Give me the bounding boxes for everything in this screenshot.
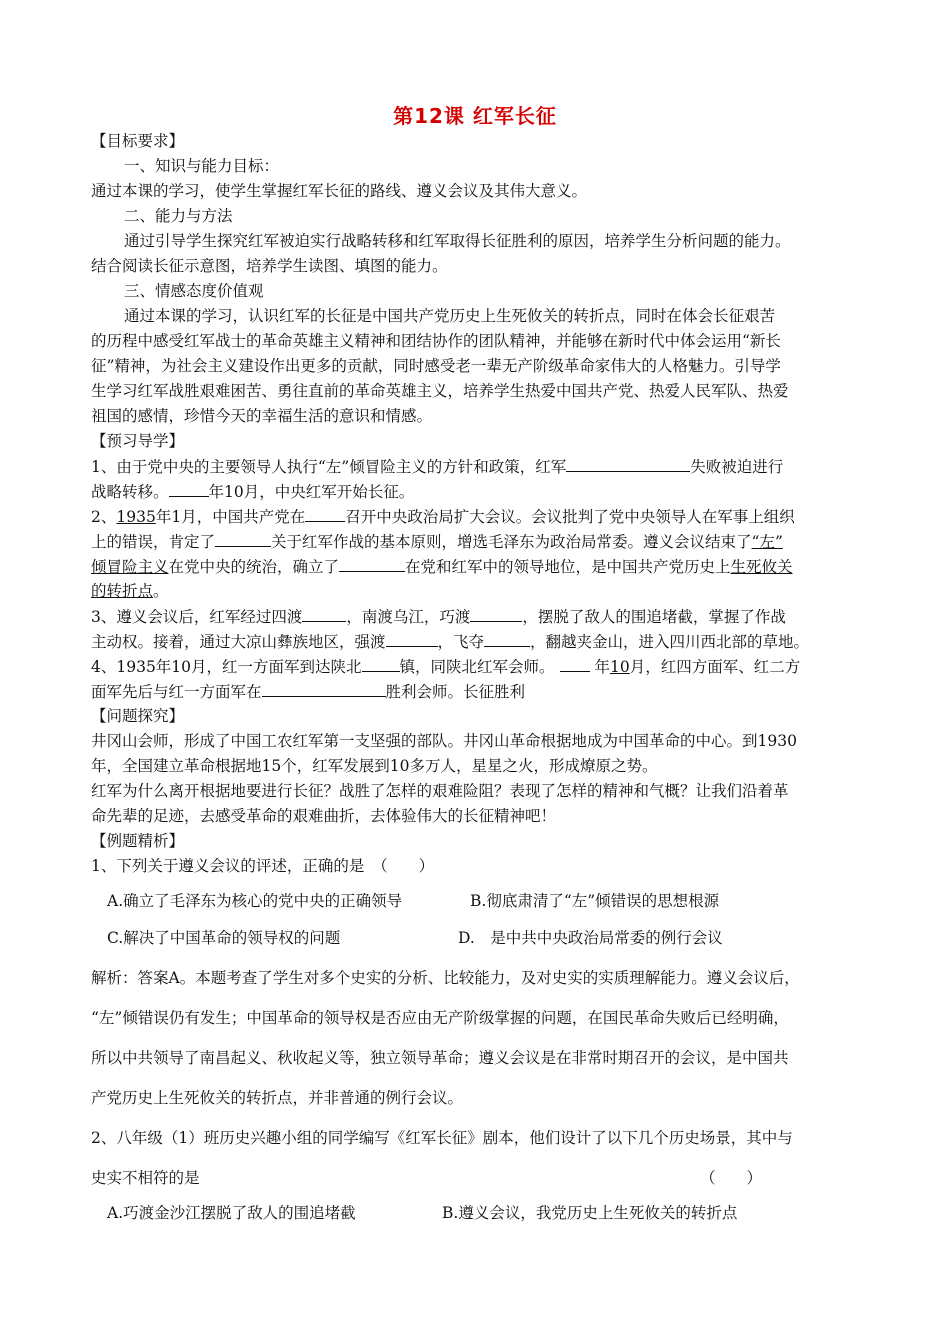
example-q1-analysis-2: “左”倾错误仍有发生；中国革命的领导权是否应由无产阶级掌握的问题，在国民革命失败后已经明确， — [91, 1009, 789, 1027]
goal-text-2b: 结合阅读长征示意图，培养学生读图、填图的能力。 — [91, 257, 448, 275]
q2-text-c: 年1月，中国共产党在 — [155, 508, 306, 526]
example-q1-option-c: C.解决了中国革命的领导权的问题 — [107, 929, 341, 947]
fill-blank[interactable] — [386, 631, 438, 647]
goal-text-2a: 通过引导学生探究红军被迫实行战略转移和红军取得长征胜利的原因，培养学生分析问题的能力。 — [124, 232, 791, 250]
q4-text-f: 面军先后与红一方面军在 — [91, 683, 262, 701]
fill-blank[interactable] — [305, 506, 345, 522]
q4-text-a: 4、1935年10月，红一方面军到达陕北 — [91, 658, 362, 676]
q2-text-e: 上的错误，肯定了 — [91, 533, 216, 551]
q2-text-i: 在党中央的统治，确立了 — [168, 558, 340, 576]
q4-text-e: 月，红四方面军、红二方 — [629, 658, 801, 676]
q1-text-d: 年10月，中央红军开始长征。 — [208, 483, 415, 501]
q2-underlined-left: “左” — [751, 533, 783, 551]
q2-year: 1935 — [116, 508, 156, 526]
q4-month: 10 — [609, 658, 630, 676]
inquiry-line-4: 命先辈的足迹，去感受革命的艰难曲折，去体验伟大的长征精神吧！ — [91, 807, 557, 825]
goal-heading-1: 一、知识与能力目标： — [124, 157, 280, 175]
goal-heading-3: 三、情感态度价值观 — [124, 282, 264, 300]
q2-text-d: 召开中央政治局扩大会议。会议批判了党中央领导人在军事上组织 — [345, 508, 795, 526]
example-q1-option-d: D. 是中共中央政治局常委的例行会议 — [458, 929, 723, 947]
example-q1-stem: 1、下列关于遵义会议的评述，正确的是 （ ） — [91, 857, 435, 875]
preview-q2-line4 — [91, 581, 169, 601]
inquiry-line-2: 年，全国建立革命根据地15个，红军发展到10多万人，星星之火，形成燎原之势。 — [91, 757, 658, 775]
q1-text-b: 失败被迫进行 — [690, 458, 784, 476]
example-q2-stem-1: 2、八年级（1）班历史兴趣小组的同学编写《红军长征》剧本，他们设计了以下几个历史场景，其中与 — [91, 1129, 793, 1147]
example-q1-option-b: B.彻底肃清了“左”倾错误的思想根源 — [470, 892, 720, 910]
preview-q3-line1 — [91, 606, 786, 627]
section-header-preview: 【预习导学】 — [91, 432, 185, 450]
example-q2-option-a: A.巧渡金沙江摆脱了敌人的围追堵截 — [107, 1204, 356, 1222]
preview-q2-line1 — [91, 506, 795, 527]
q4-text-b: 镇，同陕北红军会师。 — [399, 658, 555, 676]
inquiry-line-3: 红军为什么离开根据地要进行长征？战胜了怎样的艰难险阻？表现了怎样的精神和气概？让我们沿着革 — [91, 782, 789, 800]
q3-text-b: ，南渡乌江，巧渡 — [346, 608, 471, 626]
goal-text-3c: 征”精神，为社会主义建设作出更多的贡献，同时感受老一辈无产阶级革命家伟大的人格魅力。引导学 — [91, 357, 781, 375]
q2-underlined-turning-point: 的转折点 — [91, 582, 154, 600]
fill-blank[interactable] — [302, 606, 346, 622]
example-q1-analysis-1: 解析：答案A。本题考查了学生对多个史实的分析、比较能力，及对史实的实质理解能力。遵义会议后， — [91, 969, 800, 987]
section-header-goals: 【目标要求】 — [91, 132, 185, 150]
q3-text-d: 主动权。接着，通过大凉山彝族地区，强渡 — [91, 633, 386, 651]
goal-heading-2: 二、能力与方法 — [124, 207, 233, 225]
example-q2-stem-2: 史实不相符的是 — [91, 1169, 200, 1187]
q2-underlined-critical: 生死攸关 — [730, 558, 793, 576]
q2-text-a: 2、 — [91, 508, 117, 526]
goal-text-1: 通过本课的学习，使学生掌握红军长征的路线、遵义会议及其伟大意义。 — [91, 182, 588, 200]
inquiry-line-1: 井冈山会师，形成了中国工农红军第一支坚强的部队。井冈山革命根据地成为中国革命的中心。到1930 — [91, 732, 797, 750]
page-title: 第12课 红军长征 — [393, 104, 557, 128]
fill-blank[interactable] — [560, 656, 590, 672]
q3-text-c: ，摆脱了敌人的围追堵截，掌握了作战 — [522, 608, 786, 626]
example-q1-analysis-3: 所以中共领导了南昌起义、秋收起义等，独立领导革命；遵义会议是在非常时期召开的会议，是中国共 — [91, 1049, 789, 1067]
preview-q3-line2 — [91, 631, 809, 652]
fill-blank[interactable] — [362, 656, 400, 672]
preview-q4-line1 — [91, 656, 800, 677]
fill-blank[interactable] — [470, 606, 522, 622]
preview-q1-line1 — [91, 456, 783, 477]
fill-blank[interactable] — [484, 631, 530, 647]
q2-underlined-adventurism: 倾冒险主义 — [91, 558, 169, 576]
fill-blank[interactable] — [566, 456, 690, 472]
q2-text-m: 。 — [153, 582, 169, 600]
example-q2-option-b: B.遵义会议，我党历史上生死攸关的转折点 — [442, 1204, 738, 1222]
fill-blank[interactable] — [215, 531, 271, 547]
preview-q4-line2 — [91, 681, 525, 702]
section-header-inquiry: 【问题探究】 — [91, 707, 185, 725]
section-header-examples: 【例题精析】 — [91, 832, 185, 850]
q4-text-c: 年 — [594, 658, 610, 676]
q3-text-e: ，飞夺 — [437, 633, 485, 651]
q3-text-f: ，翻越夹金山，进入四川西北部的草地。 — [530, 633, 810, 651]
example-q1-analysis-4: 产党历史上生死攸关的转折点，并非普通的例行会议。 — [91, 1089, 464, 1107]
q2-text-j: 在党和红军中的领导地位，是中国共产党历史上 — [405, 558, 731, 576]
example-q2-answer-paren: （ ） — [700, 1169, 763, 1187]
fill-blank[interactable] — [169, 481, 209, 497]
fill-blank[interactable] — [339, 556, 405, 572]
preview-q2-line2 — [91, 531, 783, 552]
goal-text-3e: 祖国的感情，珍惜今天的幸福生活的意识和情感。 — [91, 407, 433, 425]
q2-text-f: 关于红军作战的基本原则，增选毛泽东为政治局常委。遵义会议结束了 — [271, 533, 752, 551]
q3-text-a: 3、遵义会议后，红军经过四渡 — [91, 608, 303, 626]
goal-text-3a: 通过本课的学习，认识红军的长征是中国共产党历史上生死攸关的转折点，同时在体会长征艰苦 — [124, 307, 776, 325]
goal-text-3d: 生学习红军战胜艰难困苦、勇往直前的革命英雄主义，培养学生热爱中国共产党、热爱人民军队、热爱 — [91, 382, 789, 400]
q1-text-a: 1、由于党中央的主要领导人执行“左”倾冒险主义的方针和政策，红军 — [91, 458, 567, 476]
example-q1-option-a: A.确立了毛泽东为核心的党中央的正确领导 — [107, 892, 403, 910]
fill-blank[interactable] — [262, 681, 386, 697]
q4-text-g: 胜利会师。长征胜利 — [385, 683, 526, 701]
q1-text-c: 战略转移。 — [91, 483, 169, 501]
preview-q2-line3 — [91, 556, 793, 577]
goal-text-3b: 的历程中感受红军战士的革命英雄主义精神和团结协作的团队精神，并能够在新时代中体会运用“新长 — [91, 332, 781, 350]
preview-q1-line2 — [91, 481, 414, 502]
